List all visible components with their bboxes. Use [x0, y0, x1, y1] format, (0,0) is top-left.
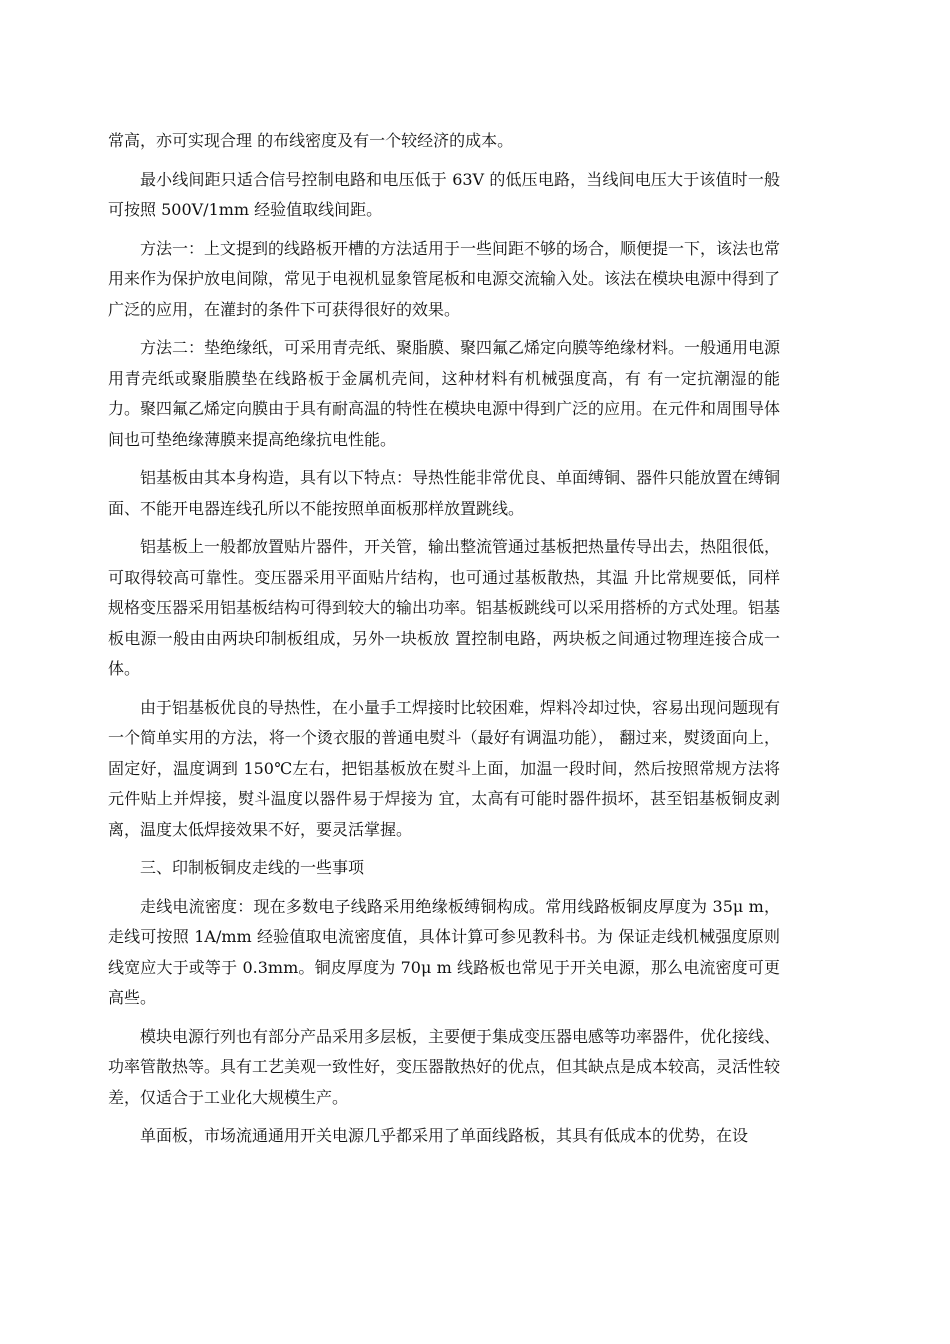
- paragraph-current-density: 走线电流密度：现在多数电子线路采用绝缘板缚铜构成。常用线路板铜皮厚度为 35μ m，走线可按照 1A/mm 经验值取电流密度值，具体计算可参见教科书。为 保证走线机械强度原则线宽应大于或等于 0.3mm。铜皮厚度为 70μ m 线路板也常见于开关电源，那么电流密度可更高些。: [108, 896, 780, 1007]
- paragraph-aluminum-features: 铝基板由其本身构造，具有以下特点：导热性能非常优良、单面缚铜、器件只能放置在缚铜面、不能开电器连线孔所以不能按照单面板那样放置跳线。: [108, 468, 781, 518]
- paragraph-continuation: 常高，亦可实现合理 的布线密度及有一个较经济的成本。: [108, 131, 514, 150]
- paragraph-method-two: 方法二：垫绝缘纸，可采用青壳纸、聚脂膜、聚四氟乙烯定向膜等绝缘材料。一般通用电源用青壳纸或聚脂膜垫在线路板于金属机壳间，这种材料有机械强度高，有 有一定抗潮湿的能力。聚四氟乙烯定向膜由于具有耐高温的特性在模块电源中得到广泛的应用。在元件和周围导体间也可垫绝缘薄膜来提高绝缘抗电性能。: [108, 338, 781, 449]
- document-page: [108, 126, 780, 1160]
- paragraph-method-one: 方法一：上文提到的线路板开槽的方法适用于一些间距不够的场合，顺便提一下，该法也常用来作为保护放电间隙，常见于电视机显象管尾板和电源交流输入处。该法在模块电源中得到了广泛的应用，在灌封的条件下可获得很好的效果。: [108, 238, 781, 319]
- paragraph-aluminum-soldering: 由于铝基板优良的导热性，在小量手工焊接时比较困难，焊料冷却过快，容易出现问题现有一个简单实用的方法，将一个烫衣服的普通电熨斗（最好有调温功能）， 翻过来，熨烫面向上，固定好，温度调到 150℃左右，把铝基板放在熨斗上面，加温一段时间，然后按照常规方法将元件贴上并焊接，熨斗温度以器件易于焊接为 宜，太高有可能时器件损坏，甚至铝基板铜皮剥离，温度太低焊接效果不好，要灵活掌握。: [108, 697, 781, 839]
- paragraph-single-sided: 单面板，市场流通通用开关电源几乎都采用了单面线路板，其具有低成本的优势，在设: [140, 1126, 749, 1145]
- paragraph-line-spacing: 最小线间距只适合信号控制电路和电压低于 63V 的低压电路，当线间电压大于该值时一般可按照 500V/1mm 经验值取线间距。: [108, 169, 780, 219]
- paragraph-aluminum-components: 铝基板上一般都放置贴片器件，开关管，输出整流管通过基板把热量传导出去，热阻很低，可取得较高可靠性。变压器采用平面贴片结构，也可通过基板散热，其温 升比常规要低，同样规格变压器采用铝基板结构可得到较大的输出功率。铝基板跳线可以采用搭桥的方式处理。铝基板电源一般由由两块印制板组成，另外一块板放 置控制电路，两块板之间通过物理连接合成一体。: [108, 537, 781, 678]
- section-heading: 三、印制板铜皮走线的一些事项: [140, 858, 365, 877]
- paragraph-multilayer: 模块电源行列也有部分产品采用多层板，主要便于集成变压器电感等功率器件，优化接线、功率管散热等。具有工艺美观一致性好，变压器散热好的优点，但其缺点是成本较高，灵活性较差，仅适合于工业化大规模生产。: [108, 1026, 781, 1107]
